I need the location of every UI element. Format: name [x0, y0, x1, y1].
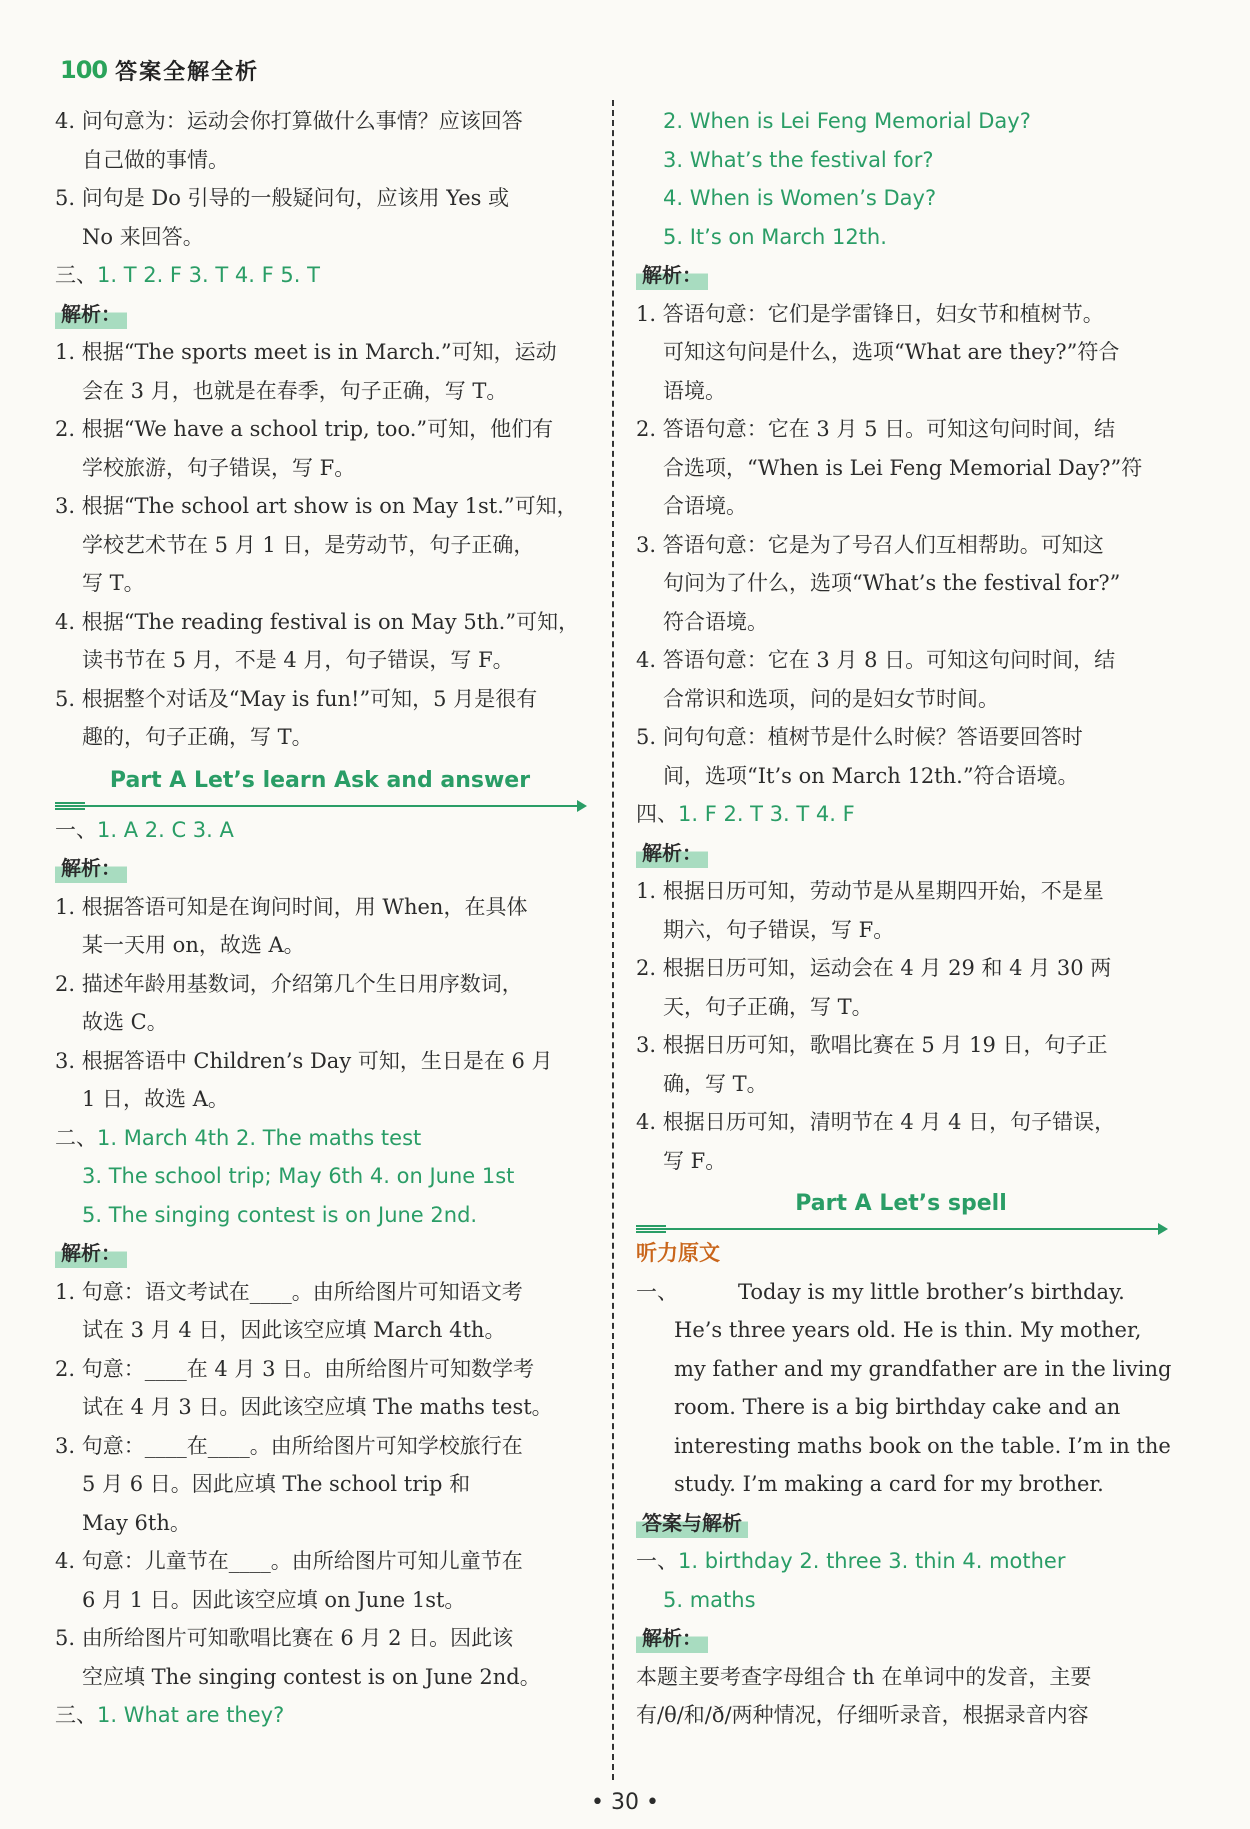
text-line: May 6th。 [82, 1510, 191, 1535]
text-line: 2. 根据日历可知，运动会在 4 月 29 和 4 月 30 两 [636, 956, 1112, 980]
answers: 5. maths [663, 1587, 756, 1612]
text-line: 1. 根据“The sports meet is in March.”可知，运动 [55, 340, 557, 364]
text-line: 4. 根据“The reading festival is on May 5th.”可知， [55, 609, 580, 634]
answers: 1. F 2. T 3. T 4. F [678, 802, 855, 826]
text-line: 5. 问句是 Do 引导的一般疑问句，应该用 Yes 或 [55, 186, 510, 210]
answers: 3. What’s the festival for? [663, 147, 934, 172]
text-line: 4. 问句意为：运动会你打算做什么事情？应该回答 [55, 109, 523, 133]
text-line: 5. 问句句意：植树节是什么时候？答语要回答时 [636, 725, 1083, 749]
analysis-label: 解析： [55, 299, 127, 329]
text-line: 2. 句意：____在 4 月 3 日。由所给图片可知数学考 [55, 1356, 535, 1381]
transcript-line: room. There is a big birthday cake and an [674, 1395, 1121, 1419]
text-line: 4. 句意：儿童节在____。由所给图片可知儿童节在 [55, 1549, 523, 1573]
answers: 1. March 4th 2. The maths test [97, 1125, 422, 1150]
text-line: 6 月 1 日。因此该空应填 on June 1st。 [82, 1587, 466, 1612]
section-number: 一、 [636, 1549, 678, 1573]
text-line: 1 日，故选 A。 [82, 1087, 229, 1111]
text-line: 1. 句意：语文考试在____。由所给图片可知语文考 [55, 1279, 523, 1304]
text-line: 合语境。 [663, 494, 747, 518]
text-line: 空应填 The singing contest is on June 2nd。 [82, 1664, 541, 1689]
transcript-line [636, 1273, 1166, 1312]
answers: 3. The school trip; May 6th 4. on June 1st [82, 1164, 515, 1188]
text-line: 写 F。 [663, 1148, 727, 1173]
analysis-label: 解析： [55, 853, 127, 883]
answer-row [55, 256, 585, 295]
text-line: 5. 由所给图片可知歌唱比赛在 6 月 2 日。因此该 [55, 1626, 514, 1650]
right-column [636, 102, 1172, 1735]
text-line: 读书节在 5 月，不是 4 月，句子错误，写 F。 [82, 648, 514, 672]
answers: 1. birthday 2. three 3. thin 4. mother [678, 1549, 1066, 1573]
section-number: 三、 [55, 263, 97, 287]
text-line: 语境。 [663, 378, 726, 403]
section-number: 四、 [636, 802, 678, 826]
text-line: 天，句子正确，写 T。 [663, 994, 873, 1019]
analysis-label: 解析： [636, 1623, 708, 1653]
answers: 2. When is Lei Feng Memorial Day? [663, 109, 1031, 133]
listening-heading: 听力原文 [636, 1241, 720, 1265]
answer-row [636, 795, 1166, 834]
text-line: 趣的，句子正确，写 T。 [82, 725, 313, 749]
section-number: 一、 [55, 817, 97, 842]
page-number: • 30 • [591, 1790, 659, 1815]
text-line: 写 T。 [82, 571, 145, 595]
text-line: 4. 根据日历可知，清明节在 4 月 4 日，句子错误， [636, 1110, 1116, 1134]
analysis-label: 解析： [636, 838, 708, 868]
answers: 1. A 2. C 3. A [97, 817, 234, 842]
text-line: 5 月 6 日。因此应填 The school trip 和 [82, 1472, 471, 1496]
title-rule [636, 1228, 1166, 1230]
section-title [55, 763, 585, 811]
text-line: 有/θ/和/ð/两种情况，仔细听录音，根据录音内容 [636, 1703, 1089, 1727]
answer-row [55, 1119, 585, 1158]
text-line: 本题主要考查字母组合 th 在单词中的发音，主要 [636, 1664, 1092, 1689]
text-line: 3. 句意：____在____。由所给图片可知学校旅行在 [55, 1433, 523, 1458]
answers: 1. What are they? [97, 1703, 285, 1727]
answers: 5. The singing contest is on June 2nd. [82, 1202, 478, 1227]
transcript-line: my father and my grandfather are in the living [674, 1356, 1172, 1381]
section-title-text: Part A Let’s spell [795, 1191, 1007, 1216]
text-line: 2. 描述年龄用基数词，介绍第几个生日用序数词， [55, 971, 523, 996]
text-line: 可知这句问是什么，选项“What are they?”符合 [663, 340, 1120, 364]
section-number: 二、 [55, 1125, 97, 1150]
text-line: 间，选项“It’s on March 12th.”符合语境。 [663, 763, 1079, 788]
text-line: 故选 C。 [82, 1010, 168, 1034]
text-line: 合常识和选项，问的是妇女节时间。 [663, 686, 999, 711]
text-line: 3. 答语句意：它是为了号召人们互相帮助。可知这 [636, 532, 1104, 557]
transcript-line: interesting maths book on the table. I’m in the [674, 1433, 1171, 1458]
text-line: 2. 根据“We have a school trip, too.”可知，他们有 [55, 417, 554, 441]
text-line: 合选项，“When is Lei Feng Memorial Day?”符 [663, 455, 1143, 480]
transcript-line: study. I’m making a card for my brother. [674, 1472, 1104, 1496]
analysis-label: 解析： [55, 1238, 127, 1268]
text-line: 某一天用 on，故选 A。 [82, 933, 305, 957]
section-title-text: Part A Let’s learn Ask and answer [109, 767, 531, 793]
text-line: 期六，句子错误，写 F。 [663, 917, 895, 942]
text-line: 符合语境。 [663, 609, 768, 634]
text-line: No 来回答。 [82, 224, 204, 249]
title-rule [55, 805, 585, 807]
column-divider [612, 100, 614, 1780]
brand-logo: 100 [60, 56, 108, 84]
answers: 1. T 2. F 3. T 4. F 5. T [97, 263, 320, 287]
section-title [636, 1186, 1166, 1234]
text-line: 1. 根据答语可知是在询问时间，用 When，在具体 [55, 894, 528, 919]
answers: 5. It’s on March 12th. [663, 224, 887, 249]
text-line: 2. 答语句意：它在 3 月 5 日。可知这句问时间，结 [636, 417, 1116, 441]
answers-analysis-label: 答案与解析 [636, 1508, 748, 1538]
answer-row [636, 1542, 1166, 1581]
transcript-line: He’s three years old. He is thin. My mother, [674, 1318, 1142, 1342]
text-line: 3. 根据日历可知，歌唱比赛在 5 月 19 日，句子正 [636, 1033, 1108, 1057]
text-line: 试在 4 月 3 日。因此该空应填 The maths test。 [82, 1395, 553, 1419]
section-number: 三、 [55, 1703, 97, 1727]
answer-row [55, 811, 585, 850]
text-line: 确，写 T。 [663, 1071, 768, 1096]
text-line: 3. 根据“The school art show is on May 1st.”可知， [55, 494, 578, 518]
text-line: 学校艺术节在 5 月 1 日，是劳动节，句子正确， [82, 532, 535, 557]
text-line: 3. 根据答语中 Children’s Day 可知，生日是在 6 月 [55, 1048, 553, 1073]
text-line: 会在 3 月，也就是在春季，句子正确，写 T。 [82, 378, 508, 403]
text-line: 自己做的事情。 [82, 147, 229, 172]
text-line: 句问为了什么，选项“What’s the festival for?” [663, 571, 1121, 595]
answer-row [55, 1696, 585, 1735]
text-line: 4. 答语句意：它在 3 月 8 日。可知这句问时间，结 [636, 648, 1116, 672]
page-header [60, 50, 259, 90]
text-line: 5. 根据整个对话及“May is fun!”可知，5 月是很有 [55, 686, 538, 711]
answers: 4. When is Women’s Day? [663, 186, 937, 210]
text-line: 1. 答语句意：它们是学雷锋日，妇女节和植树节。 [636, 301, 1104, 326]
transcript-text: Today is my little brother’s birthday. [738, 1279, 1125, 1304]
brand-title: 答案全解全析 [115, 59, 260, 85]
section-number: 一、 [636, 1279, 678, 1304]
text-line: 学校旅游，句子错误，写 F。 [82, 455, 356, 480]
text-line: 1. 根据日历可知，劳动节是从星期四开始，不是星 [636, 879, 1104, 903]
analysis-label: 解析： [636, 260, 708, 290]
text-line: 试在 3 月 4 日，因此该空应填 March 4th。 [82, 1318, 506, 1342]
left-column [55, 102, 585, 1735]
